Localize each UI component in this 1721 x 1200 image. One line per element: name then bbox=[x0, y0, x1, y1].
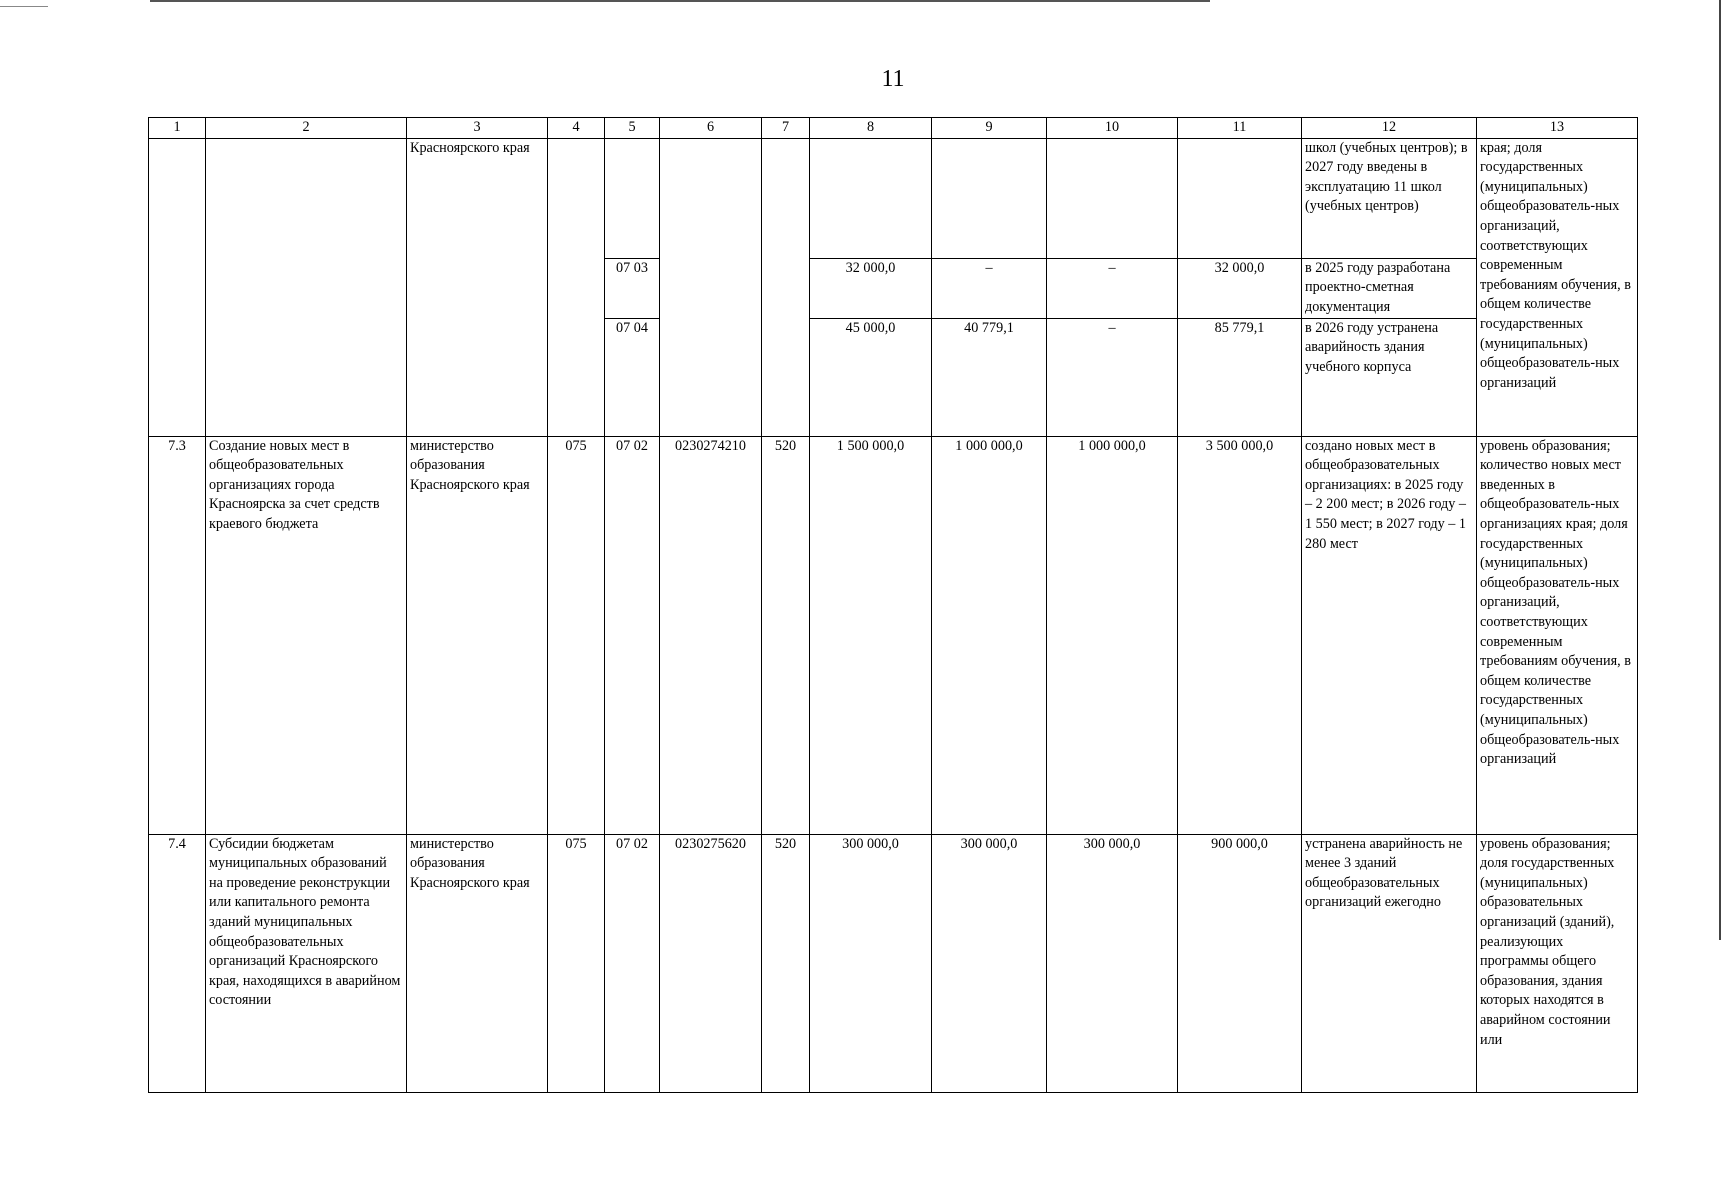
table-row-continuation bbox=[149, 138, 1638, 258]
cell-indicator: уровень образования; количество новых мест введенных в общеобразователь-ных организациях края; доля государственных (муниципальных) общеобразователь-ных организаций, соответствующих современным требованиям обучения, в общем количестве государственных (муниципальных) общеобразователь-ных организаций bbox=[1477, 436, 1638, 834]
cell-result: создано новых мест в общеобразовательных организациях: в 2025 году – 2 200 мест; в 2026 году – 1 550 мест; в 2027 году – 1 280 мест bbox=[1302, 436, 1477, 834]
cell-indicator: уровень образования; доля государственных (муниципальных) образовательных организаций (зданий), реализующих программы общего образования, здания которых находятся в аварийном состоянии или bbox=[1477, 834, 1638, 1092]
cell-expense-type: 520 bbox=[762, 834, 810, 1092]
budget-table bbox=[148, 117, 1638, 1093]
cell-executor: министерство образования Красноярского края bbox=[407, 834, 548, 1092]
cell-measure: Создание новых мест в общеобразовательных организациях города Красноярска за счет средств краевого бюджета bbox=[206, 436, 407, 834]
cell-empty bbox=[1178, 138, 1302, 258]
cell-grbs: 075 bbox=[548, 436, 605, 834]
header-row bbox=[149, 118, 1638, 139]
scan-top-mark bbox=[0, 6, 48, 7]
cell-empty bbox=[548, 138, 605, 436]
cell-sum-2026: 300 000,0 bbox=[932, 834, 1047, 1092]
cell-result: устранена аварийность не менее 3 зданий общеобразовательных организаций ежегодно bbox=[1302, 834, 1477, 1092]
table-row-7-4 bbox=[149, 834, 1638, 1092]
cell-sum-total: 3 500 000,0 bbox=[1178, 436, 1302, 834]
cell-sum-2027: – bbox=[1047, 318, 1178, 436]
cell-result: в 2026 году устранена аварийность здания учебного корпуса bbox=[1302, 318, 1477, 436]
cell-result: в 2025 году разработана проектно-сметная документация bbox=[1302, 258, 1477, 318]
cell-sum-total: 32 000,0 bbox=[1178, 258, 1302, 318]
cell-number: 7.4 bbox=[149, 834, 206, 1092]
cell-empty bbox=[810, 138, 932, 258]
header-cell: 9 bbox=[932, 118, 1047, 139]
cell-empty bbox=[605, 138, 660, 258]
cell-sum-2025: 32 000,0 bbox=[810, 258, 932, 318]
cell-expense-type: 520 bbox=[762, 436, 810, 834]
header-cell: 11 bbox=[1178, 118, 1302, 139]
cell-empty bbox=[206, 138, 407, 436]
cell-executor: министерство образования Красноярского края bbox=[407, 436, 548, 834]
cell-section: 07 04 bbox=[605, 318, 660, 436]
cell-sum-2025: 45 000,0 bbox=[810, 318, 932, 436]
cell-section: 07 03 bbox=[605, 258, 660, 318]
cell-empty bbox=[762, 138, 810, 436]
cell-sum-2027: 1 000 000,0 bbox=[1047, 436, 1178, 834]
header-cell: 8 bbox=[810, 118, 932, 139]
cell-sum-2025: 300 000,0 bbox=[810, 834, 932, 1092]
cell-indicator: края; доля государственных (муниципальных) общеобразователь-ных организаций, соответствующих современным требованиям обучения, в общем количестве государственных (муниципальных) общеобразователь-ных организаций bbox=[1477, 138, 1638, 436]
cell-section: 07 02 bbox=[605, 834, 660, 1092]
header-cell: 10 bbox=[1047, 118, 1178, 139]
cell-empty bbox=[1047, 138, 1178, 258]
cell-sum-2026: 40 779,1 bbox=[932, 318, 1047, 436]
header-cell: 4 bbox=[548, 118, 605, 139]
header-cell: 7 bbox=[762, 118, 810, 139]
cell-executor: Красноярского края bbox=[407, 138, 548, 436]
header-cell: 6 bbox=[660, 118, 762, 139]
header-cell: 2 bbox=[206, 118, 407, 139]
cell-result: школ (учебных центров); в 2027 году введены в эксплуатацию 11 школ (учебных центров) bbox=[1302, 138, 1477, 258]
cell-section: 07 02 bbox=[605, 436, 660, 834]
cell-empty bbox=[660, 138, 762, 436]
scan-top-line bbox=[150, 0, 1210, 2]
cell-measure: Субсидии бюджетам муниципальных образований на проведение реконструкции или капитального ремонта зданий муниципальных общеобразовательных организаций Красноярского края, находящихся в аварийном состоянии bbox=[206, 834, 407, 1092]
cell-target-article: 0230274210 bbox=[660, 436, 762, 834]
header-cell: 1 bbox=[149, 118, 206, 139]
cell-number: 7.3 bbox=[149, 436, 206, 834]
cell-empty bbox=[149, 138, 206, 436]
cell-sum-total: 900 000,0 bbox=[1178, 834, 1302, 1092]
header-cell: 5 bbox=[605, 118, 660, 139]
page-number: 11 bbox=[881, 66, 905, 92]
cell-empty bbox=[932, 138, 1047, 258]
cell-sum-2026: 1 000 000,0 bbox=[932, 436, 1047, 834]
cell-grbs: 075 bbox=[548, 834, 605, 1092]
cell-target-article: 0230275620 bbox=[660, 834, 762, 1092]
header-cell: 13 bbox=[1477, 118, 1638, 139]
cell-sum-2027: 300 000,0 bbox=[1047, 834, 1178, 1092]
cell-sum-2025: 1 500 000,0 bbox=[810, 436, 932, 834]
table-row-7-3 bbox=[149, 436, 1638, 834]
header-cell: 12 bbox=[1302, 118, 1477, 139]
cell-sum-total: 85 779,1 bbox=[1178, 318, 1302, 436]
cell-sum-2027: – bbox=[1047, 258, 1178, 318]
cell-sum-2026: – bbox=[932, 258, 1047, 318]
header-cell: 3 bbox=[407, 118, 548, 139]
